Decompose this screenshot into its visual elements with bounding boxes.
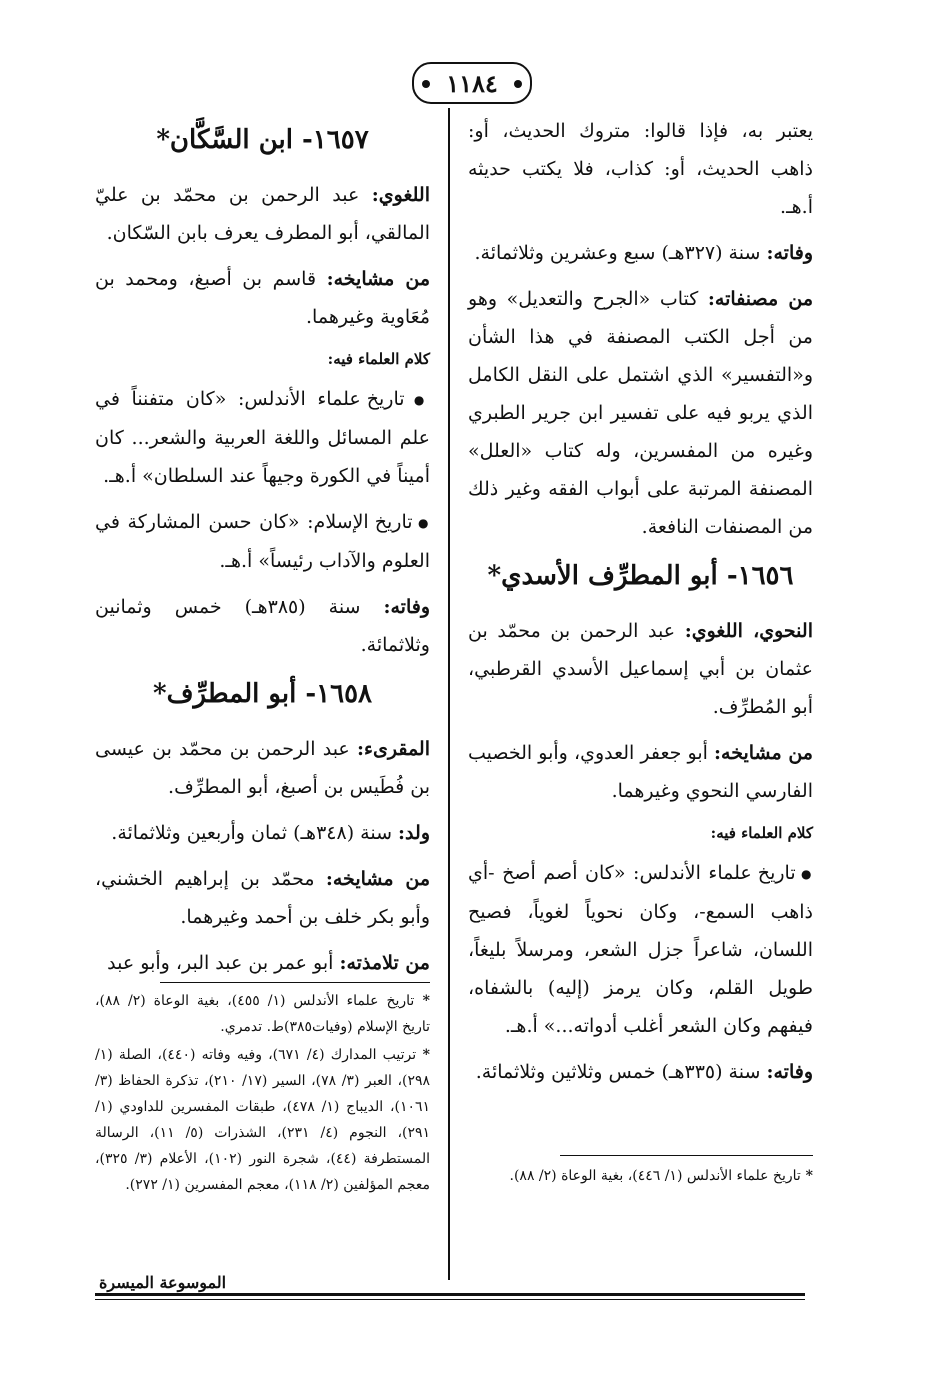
left-column: [95, 112, 430, 990]
entry2-teachers-text: محمّد بن إبراهيم الخشني، وأبو بكر خلف بن أحمد وغيرهما.: [95, 868, 430, 928]
entry2-teachers-paragraph: [95, 860, 430, 936]
entry-label: النحوي، اللغوي:: [684, 620, 813, 642]
death-label: وفاته:: [766, 242, 813, 264]
entry2-birth-label: ولد:: [398, 822, 430, 844]
right-footnote-rule: [560, 1155, 813, 1156]
left-footnotes: [95, 988, 430, 1200]
teachers-paragraph: [468, 734, 813, 810]
right-footnotes: [468, 1163, 813, 1191]
entry1-quote1: ● تاريخ علماء الأندلس: «كان متفنناً في علم المسائل واللغة العربية والشعر... كان أميناً في الكورة وجيهاً عند السلطان» أ.هـ.: [95, 380, 430, 495]
works-paragraph: [468, 280, 813, 546]
scholars-heading: كلام العلماء فيه:: [710, 824, 813, 842]
entry-heading-1658: ١٦٥٨- أبو المطرِّف*: [152, 679, 373, 709]
entry-death-text: سنة (٣٣٥هـ) خمس وثلاثين وثلاثمائة.: [475, 1061, 761, 1083]
entry1-intro-paragraph: [95, 176, 430, 252]
entry2-birth-paragraph: [95, 814, 430, 852]
entry1-teachers-paragraph: [95, 260, 430, 336]
left-footnote-2: * ترتيب المدارك (٤/ ٦٧١)، وفيه وفاته (٤٤٠)، الصلة (١/ ٢٩٨)، العبر (٣/ ٧٨)، السير (١٧/ ٢١٠)، تذكرة الحفاظ (٣/ ١٠٦١)، الديباج (١/ ٤٧٨)، طبقات المفسرين للداودي (١/ ٢٩١)، النجوم (٤/ ٢٣١)، الشذرات (٥/ ١١)، الرسالة المستطرفة (٤٤)، شجرة النور (١٠٢)، الأعلام (٣/ ٣٢٥)، معجم المؤلفين (٢/ ١١٨)، معجم المفسرين (١/ ٢٧٢).: [95, 1042, 430, 1198]
entry-death-label: وفاته:: [766, 1061, 813, 1083]
entry2-label: المقرىء:: [357, 738, 430, 760]
entry-intro-paragraph: [468, 612, 813, 726]
entry1-death-paragraph: [95, 588, 430, 664]
entry-text: عبد الرحمن بن محمّد بن عثمان بن أبي إسماعيل الأسدي القرطبي، أبو المُطرِّف.: [468, 620, 813, 718]
entry2-intro-paragraph: [95, 730, 430, 806]
scholars-quote: ● تاريخ علماء الأندلس: «كان أصم أصخ -أي ذاهب السمع-، وكان نحوياً لغوياً، فصيح اللسان، شاعراً جزل الشعر، ومرسلاً بليغاً، طويل القلم، وكان يرمز (إليه) بالشفاه، فيفهم وكان الشعر أغلب أدواته...» أ.هـ.: [468, 854, 813, 1045]
works-text: كتاب «الجرح والتعديل» وهو من أجل الكتب المصنفة في هذا الشأن و«التفسير» الذي اشتمل على النقل الكامل الذي يربو فيه على تفسير ابن جرير الطبري وغيره من المفسرين، وله كتاب «العلل» المصنفة المرتبة على أبواب الفقه وغير ذلك من المصنفات النافعة.: [468, 288, 813, 538]
entry2-students-label: من تلامذته:: [339, 952, 430, 974]
entry2-students-paragraph: [95, 944, 430, 982]
entry2-students-text: أبو عمر بن عبد البر، وأبو عبد: [107, 952, 334, 974]
left-footnote-rule: [160, 982, 430, 983]
entry2-teachers-label: من مشايخه:: [325, 868, 430, 890]
column-divider: [448, 108, 450, 1280]
teachers-label: من مشايخه:: [714, 742, 813, 764]
entry-death-paragraph: [468, 1053, 813, 1091]
entry1-quote2: ● تاريخ الإسلام: «كان حسن المشاركة في العلوم والآداب رئيساً» أ.هـ.: [95, 503, 430, 580]
entry1-death-label: وفاته:: [383, 596, 431, 618]
right-column: [468, 112, 813, 1099]
death-paragraph: [468, 234, 813, 272]
right-footnote-1: * تاريخ علماء الأندلس (١/ ٤٤٦)، بغية الوعاة (٢/ ٨٨).: [468, 1163, 813, 1189]
entry-heading-1657: ١٦٥٧- ابن السَّكَّان*: [156, 125, 369, 155]
entry2-text: عبد الرحمن بن محمّد بن عيسى بن فُطَيس بن أصبغ، أبو المطرِّف.: [95, 738, 430, 798]
entry-heading-1656: ١٦٥٦- أبو المطرِّف الأسدي*: [487, 561, 794, 591]
entry1-teachers-text: قاسم بن أصبغ، ومحمد بن مُعَاوية وغيرهما.: [95, 268, 430, 328]
entry1-text: عبد الرحمن بن محمّد بن عليّ المالقي، أبو المطرف يعرف بابن السّكان.: [95, 184, 430, 244]
entry1-death-text: سنة (٣٨٥هـ) خمس وثمانين وثلاثمائة.: [95, 596, 430, 656]
left-footnote-1: * تاريخ علماء الأندلس (١/ ٤٥٥)، بغية الوعاة (٢/ ٨٨)، تاريخ الإسلام (وفيات٣٨٥)ط. تدمري.: [95, 988, 430, 1040]
entry2-birth-text: سنة (٣٤٨هـ) ثمان وأربعين وثلاثمائة.: [111, 822, 392, 844]
intro-paragraph: يعتبر به، فإذا قالوا: متروك الحديث، أو: ذاهب الحديث، أو: كذاب، فلا يكتب حديثه أ.هـ.: [468, 120, 813, 218]
entry1-scholars-heading: كلام العلماء فيه:: [327, 350, 430, 368]
entry1-label: اللغوي:: [371, 184, 430, 206]
footer-rule-thin: [95, 1299, 805, 1300]
teachers-text: أبو جعفر العدوي، وأبو الخصيب الفارسي النحوي وغيرهما.: [468, 742, 813, 802]
entry1-teachers-label: من مشايخه:: [326, 268, 430, 290]
page-number: ١١٨٤: [412, 62, 532, 104]
footer-rule-thick: [95, 1293, 805, 1296]
footer-title: الموسوعة الميسرة: [95, 1273, 226, 1292]
works-label: من مصنفاته:: [707, 288, 813, 310]
death-text: سنة (٣٢٧هـ) سبع وعشرين وثلاثمائة.: [474, 242, 761, 264]
